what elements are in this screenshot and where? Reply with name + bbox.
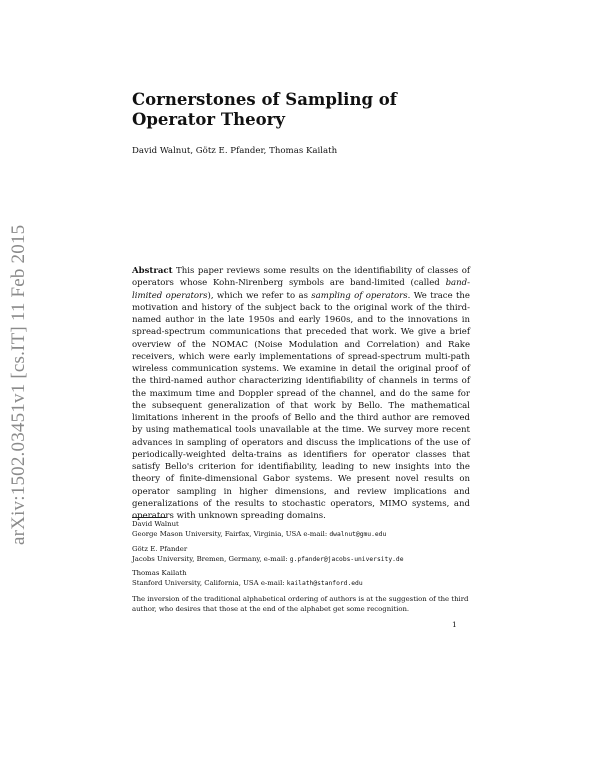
page-number: 1 <box>452 620 457 629</box>
abstract-text-1: This paper reviews some results on the identifiability of classes of operators whose Kohn-Nirenberg symbols are band-limited (called <box>132 266 470 289</box>
footnote-rule <box>132 517 166 518</box>
email-link[interactable]: g.pfander@jacobs-university.de <box>289 555 404 563</box>
paper-title: Cornerstones of Sampling of Operator Theory <box>132 90 397 129</box>
affiliation-walnut <box>132 520 470 539</box>
email-link[interactable]: kailath@stanford.edu <box>286 579 363 587</box>
abstract-text-2: ), which we refer to as <box>207 290 312 301</box>
author-list: David Walnut, Götz E. Pfander, Thomas Kailath <box>132 146 338 156</box>
email-link[interactable]: dwalnut@gmu.edu <box>329 530 387 538</box>
author-order-footnote: The inversion of the traditional alphabetical ordering of authors is at the suggestion of the third author, who desires that those at the end of the alphabet get some recognition. <box>132 595 469 613</box>
affiliation-name: Götz E. Pfander <box>132 545 188 553</box>
abstract-label: Abstract <box>132 266 173 276</box>
abstract-emphasis-2: sampling of operators <box>311 290 408 301</box>
abstract-emphasis-1: band-limited operators <box>132 278 470 301</box>
affiliation-kailath <box>132 569 470 588</box>
affiliation-address: Jacobs University, Bremen, Germany, e-mail: g.pfander@jacobs-university.de <box>132 554 404 563</box>
arxiv-identifier-stamp: arXiv:1502.03451v1 [cs.IT] 11 Feb 2015 <box>8 224 29 546</box>
affiliation-name: Thomas Kailath <box>132 569 187 577</box>
affiliation-name: David Walnut <box>132 520 179 528</box>
abstract-text-3: . We trace the motivation and history of the subject back to the original work of the third-named author in the late 1950s and early 1960s, and to the innovations in spread-spectrum communications that preceded that work. We give a brief overview of the NOMAC (Noise Modulation and Correlation) and Rake receivers, which were early implementations of spread-spectrum multi-path wireless communication systems. We examine in detail the original proof of the third-named author characterizing identifiability of channels in terms of the maximum time and Doppler spread of the channel, and do the same for the subsequent generalization of that work by Bello. The mathematical limitations inherent in the proofs of Bello and the third author are removed by using mathematical tools unavailable at the time. We survey more recent advances in sampling of operators and discuss the implications of the use of periodically-weighted delta-trains as identifiers for operator classes that satisfy Bello's criterion for identifiability, leading to new insights into the theory of finite-dimensional Gabor systems. We present novel results on operator sampling in higher dimensions, and review implications and generalizations of the results to stochastic operators, MIMO systems, and operators with unknown spreading domains. <box>132 290 470 521</box>
affiliation-address: George Mason University, Fairfax, Virginia, USA e-mail: dwalnut@gmu.edu <box>132 529 387 538</box>
affiliation-address: Stanford University, California, USA e-mail: kailath@stanford.edu <box>132 578 363 587</box>
abstract-paragraph <box>132 265 470 522</box>
affiliation-pfander <box>132 545 470 564</box>
